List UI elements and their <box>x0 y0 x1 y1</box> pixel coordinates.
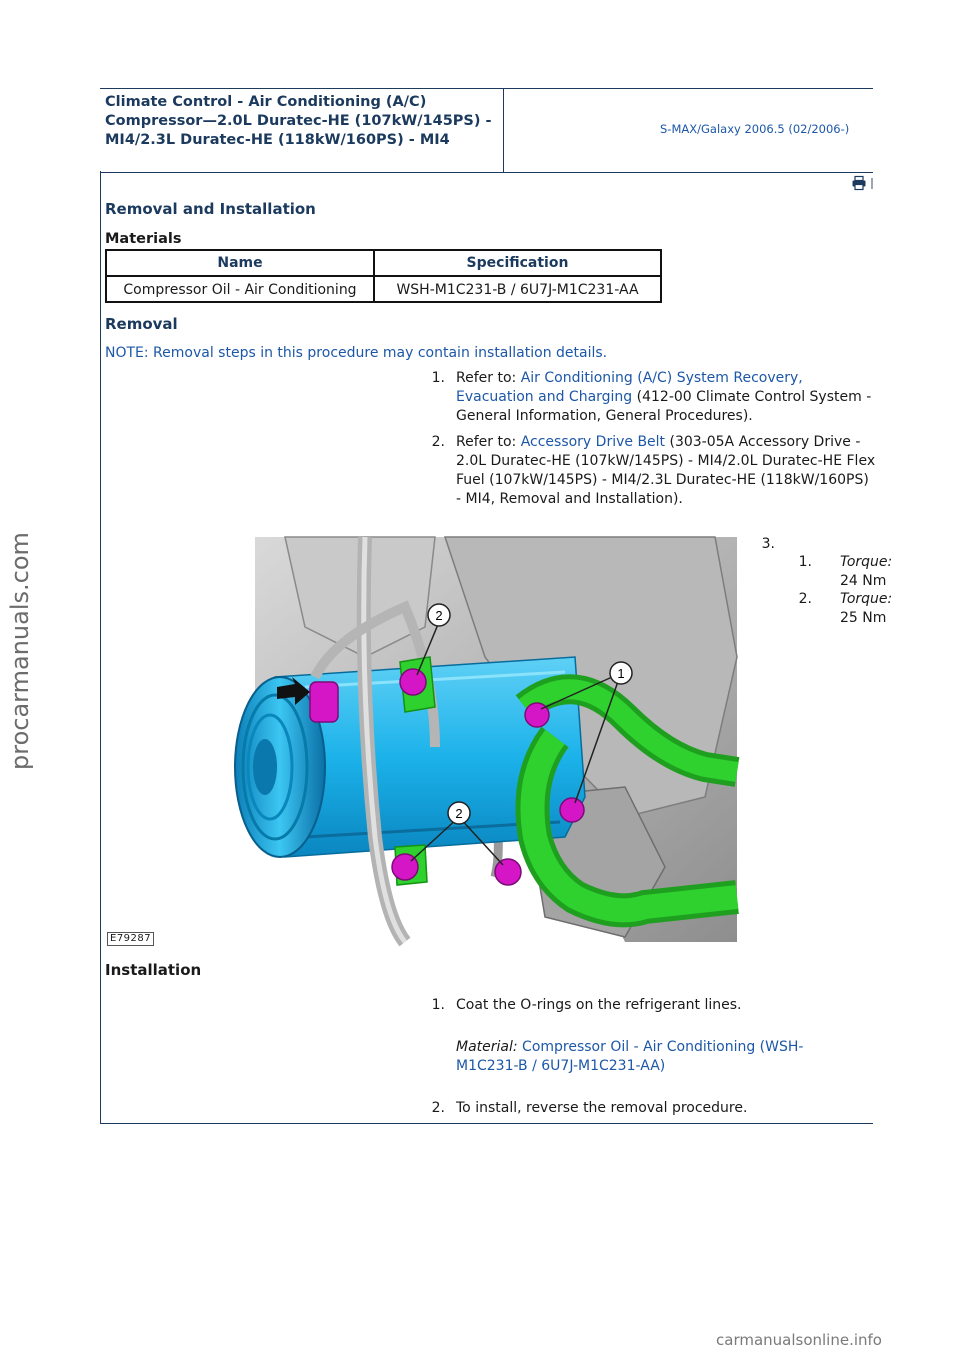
header-divider <box>503 89 504 172</box>
page-title: Climate Control - Air Conditioning (A/C) Compressor—2.0L Duratec-HE (107kW/145PS) - MI4/2.3L Duratec-HE (118kW/160PS) - MI4 <box>105 94 492 148</box>
table-cell-name: Compressor Oil - Air Conditioning <box>123 282 357 298</box>
table-cell-specification: WSH-M1C231-B / 6U7J-M1C231-AA <box>396 282 639 298</box>
watermark: procarmanuals.com <box>6 532 34 770</box>
table-divider <box>107 275 660 277</box>
compressor-oil-link[interactable]: Compressor Oil - Air Conditioning (WSH-M1C231-B / 6U7J-M1C231-AA) <box>456 1039 804 1074</box>
torque-substep-1 <box>790 553 893 593</box>
torque-label: Torque: <box>840 554 893 570</box>
torque-substep-2 <box>790 590 893 630</box>
material-label: Material: <box>456 1039 518 1055</box>
section-heading: Removal and Installation <box>105 200 316 218</box>
torque-label: Torque: <box>840 591 893 607</box>
callout-2: 2 <box>435 608 443 623</box>
vehicle-model: S-MAX/Galaxy 2006.5 (02/2006-) <box>660 122 850 136</box>
step-text <box>456 369 876 426</box>
air-conditioning-recovery-link[interactable]: Air Conditioning (A/C) System Recovery, Evacuation and Charging <box>456 370 803 405</box>
watermark: carmanualsonline.info <box>716 1331 882 1349</box>
step-number: 3. <box>761 536 775 552</box>
step-number: 2. <box>431 1100 445 1116</box>
removal-heading: Removal <box>105 315 178 333</box>
step-prefix: Refer to: <box>456 434 521 450</box>
materials-table <box>105 249 662 303</box>
installation-step-1 <box>415 996 875 1016</box>
step-number: 1. <box>431 370 445 386</box>
step-text: To install, reverse the removal procedure. <box>456 1100 748 1116</box>
callout-1: 1 <box>617 666 625 681</box>
document-header <box>100 88 873 173</box>
installation-material <box>415 1038 875 1078</box>
torque-value: 25 Nm <box>840 610 887 626</box>
step-suffix: (412-00 Climate Control System - General Information, General Procedures). <box>456 389 872 424</box>
table-header-specification: Specification <box>466 255 569 271</box>
step-number: 1. <box>431 997 445 1013</box>
step-number: 2. <box>431 434 445 450</box>
materials-title: Materials <box>105 231 182 247</box>
accessory-drive-belt-link[interactable]: Accessory Drive Belt <box>520 434 666 450</box>
substep-number: 1. <box>798 554 812 570</box>
compressor-illustration <box>105 537 737 942</box>
removal-note: NOTE: Removal steps in this procedure may contain installation details. <box>105 345 608 361</box>
printer-icon[interactable] <box>852 176 866 190</box>
print-separator <box>871 178 873 189</box>
installation-step-2 <box>415 1099 875 1119</box>
substep-number: 2. <box>798 591 812 607</box>
figure-id: E79287 <box>107 932 154 946</box>
bottom-rule <box>100 1123 873 1124</box>
table-header-name: Name <box>217 255 263 271</box>
step-text <box>456 433 876 509</box>
step-suffix: (303-05A Accessory Drive - 2.0L Duratec-HE (107kW/145PS) - MI4/2.0L Duratec-HE Flex Fuel (107kW/145PS) - MI4/2.3L Duratec-HE (118kW/160PS) - MI4, Removal and Installation). <box>456 434 876 507</box>
removal-step-1 <box>415 369 875 429</box>
removal-step-2 <box>415 433 875 533</box>
left-rule <box>100 171 101 1123</box>
installation-heading: Installation <box>105 961 202 979</box>
callout-2: 2 <box>455 806 463 821</box>
step-prefix: Refer to: <box>456 370 521 386</box>
torque-value: 24 Nm <box>840 573 887 589</box>
step-text: Coat the O-rings on the refrigerant lines. <box>456 997 742 1013</box>
material-text <box>456 1038 856 1076</box>
